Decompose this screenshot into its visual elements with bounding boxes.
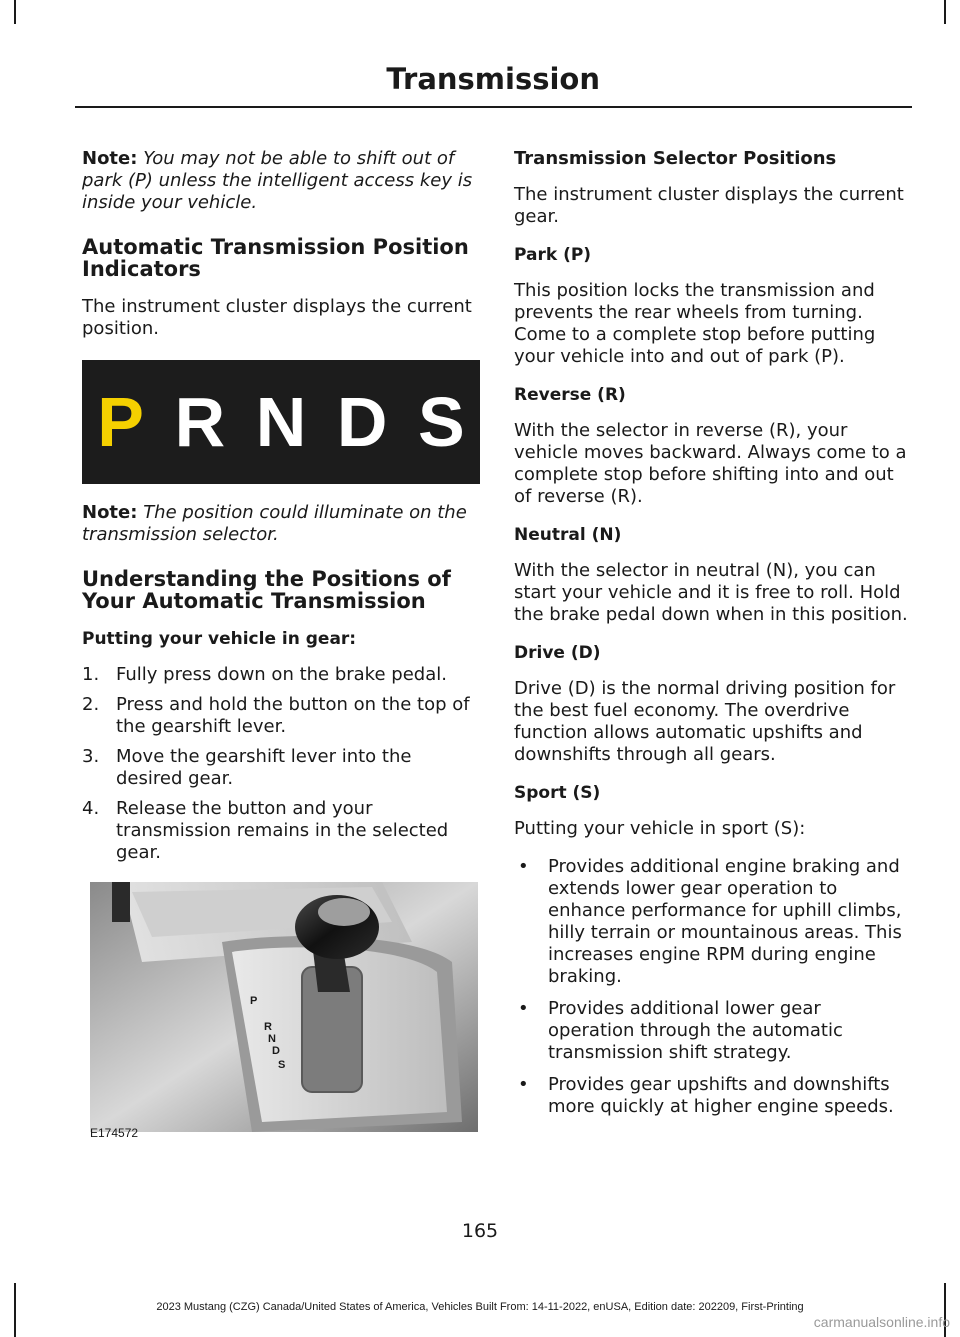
para-neutral: With the selector in neutral (N), you can start your vehicle and it is free to roll. Hold the brake pedal down when in this position.	[514, 560, 908, 625]
list-item: 4. Release the button and your transmission remains in the selected gear.	[82, 798, 449, 863]
gear-indicator-display	[82, 360, 480, 484]
note-key-access	[82, 148, 482, 214]
page-footer: 2023 Mustang (CZG) Canada/United States of America, Vehicles Built From: 14-11-2022, enUSA, Edition date: 202209, First-Printing	[156, 1301, 804, 1313]
para-cluster-position: The instrument cluster displays the current position.	[82, 296, 472, 339]
heading-drive: Drive (D)	[514, 643, 601, 663]
list-item: • Provides additional engine braking and extends lower gear operation to enhance performance for uphill climbs, hilly terrain or mountainous areas. This increases engine RPM during engine braking.	[518, 856, 902, 987]
header-divider	[75, 106, 912, 108]
para-park: This position locks the transmission and prevents the rear wheels from turning. Come to a complete stop before putting your vehicle into and out of park (P).	[514, 280, 876, 367]
note-text: You may not be able to shift out of park (P) unless the intelligent access key is inside your vehicle.	[82, 148, 473, 213]
page-header-title: Transmission	[386, 62, 600, 96]
gear-letter-r: R	[174, 383, 226, 461]
list-item: 2. Press and hold the button on the top of the gearshift lever.	[82, 694, 470, 737]
gate-letter-d: D	[272, 1045, 280, 1057]
gearshift-illustration	[82, 882, 480, 1144]
gate-letter-s: S	[278, 1059, 286, 1071]
note-selector-illuminate	[82, 502, 482, 546]
gear-letter-s: S	[417, 383, 465, 461]
note-text: The position could illuminate on the transmission selector.	[82, 502, 467, 545]
heading-selector-positions: Transmission Selector Positions	[514, 148, 837, 169]
heading-position-indicators: Automatic Transmission Position Indicators	[82, 235, 469, 281]
para-reverse: With the selector in reverse (R), your vehicle moves backward. Always come to a complete stop before shifting into and out of reverse (R).	[514, 420, 907, 507]
crop-mark-top-right	[944, 0, 946, 24]
heading-neutral: Neutral (N)	[514, 525, 622, 545]
right-column	[514, 148, 910, 1128]
gear-steps-list	[82, 664, 482, 864]
gate-letter-r: R	[264, 1021, 272, 1033]
list-item: • Provides additional lower gear operation through the automatic transmission shift strategy.	[518, 998, 843, 1063]
gear-letter-p: P	[97, 383, 144, 461]
list-item: • Provides gear upshifts and downshifts more quickly at higher engine speeds.	[518, 1074, 894, 1117]
gate-letter-n: N	[268, 1033, 276, 1045]
sport-bullets-list	[514, 856, 910, 1118]
figure-code: E174572	[90, 1126, 139, 1140]
heading-understanding-positions: Understanding the Positions of Your Automatic Transmission	[82, 567, 451, 613]
note-label: Note:	[82, 148, 138, 169]
gate-letter-p: P	[250, 995, 258, 1007]
gear-letter-d: D	[336, 383, 388, 461]
watermark: carmanualsonline.info	[813, 1314, 950, 1330]
gear-letter-n: N	[255, 383, 307, 461]
page-number: 165	[461, 1220, 499, 1242]
left-column	[82, 148, 482, 1144]
list-item: 3. Move the gearshift lever into the desired gear.	[82, 746, 412, 789]
heading-reverse: Reverse (R)	[514, 385, 626, 405]
gearshift-image	[82, 882, 480, 1144]
para-sport: Putting your vehicle in sport (S):	[514, 818, 806, 839]
crop-mark-top-left	[14, 0, 16, 24]
heading-sport: Sport (S)	[514, 783, 601, 803]
heading-park: Park (P)	[514, 245, 592, 265]
subheading-putting-in-gear: Putting your vehicle in gear:	[82, 629, 357, 649]
list-item: 1. Fully press down on the brake pedal.	[82, 664, 447, 685]
para-current-gear: The instrument cluster displays the current gear.	[514, 184, 904, 227]
note-label: Note:	[82, 502, 138, 523]
para-drive: Drive (D) is the normal driving position for the best fuel economy. The overdrive function allows automatic upshifts and downshifts through all gears.	[514, 678, 896, 765]
